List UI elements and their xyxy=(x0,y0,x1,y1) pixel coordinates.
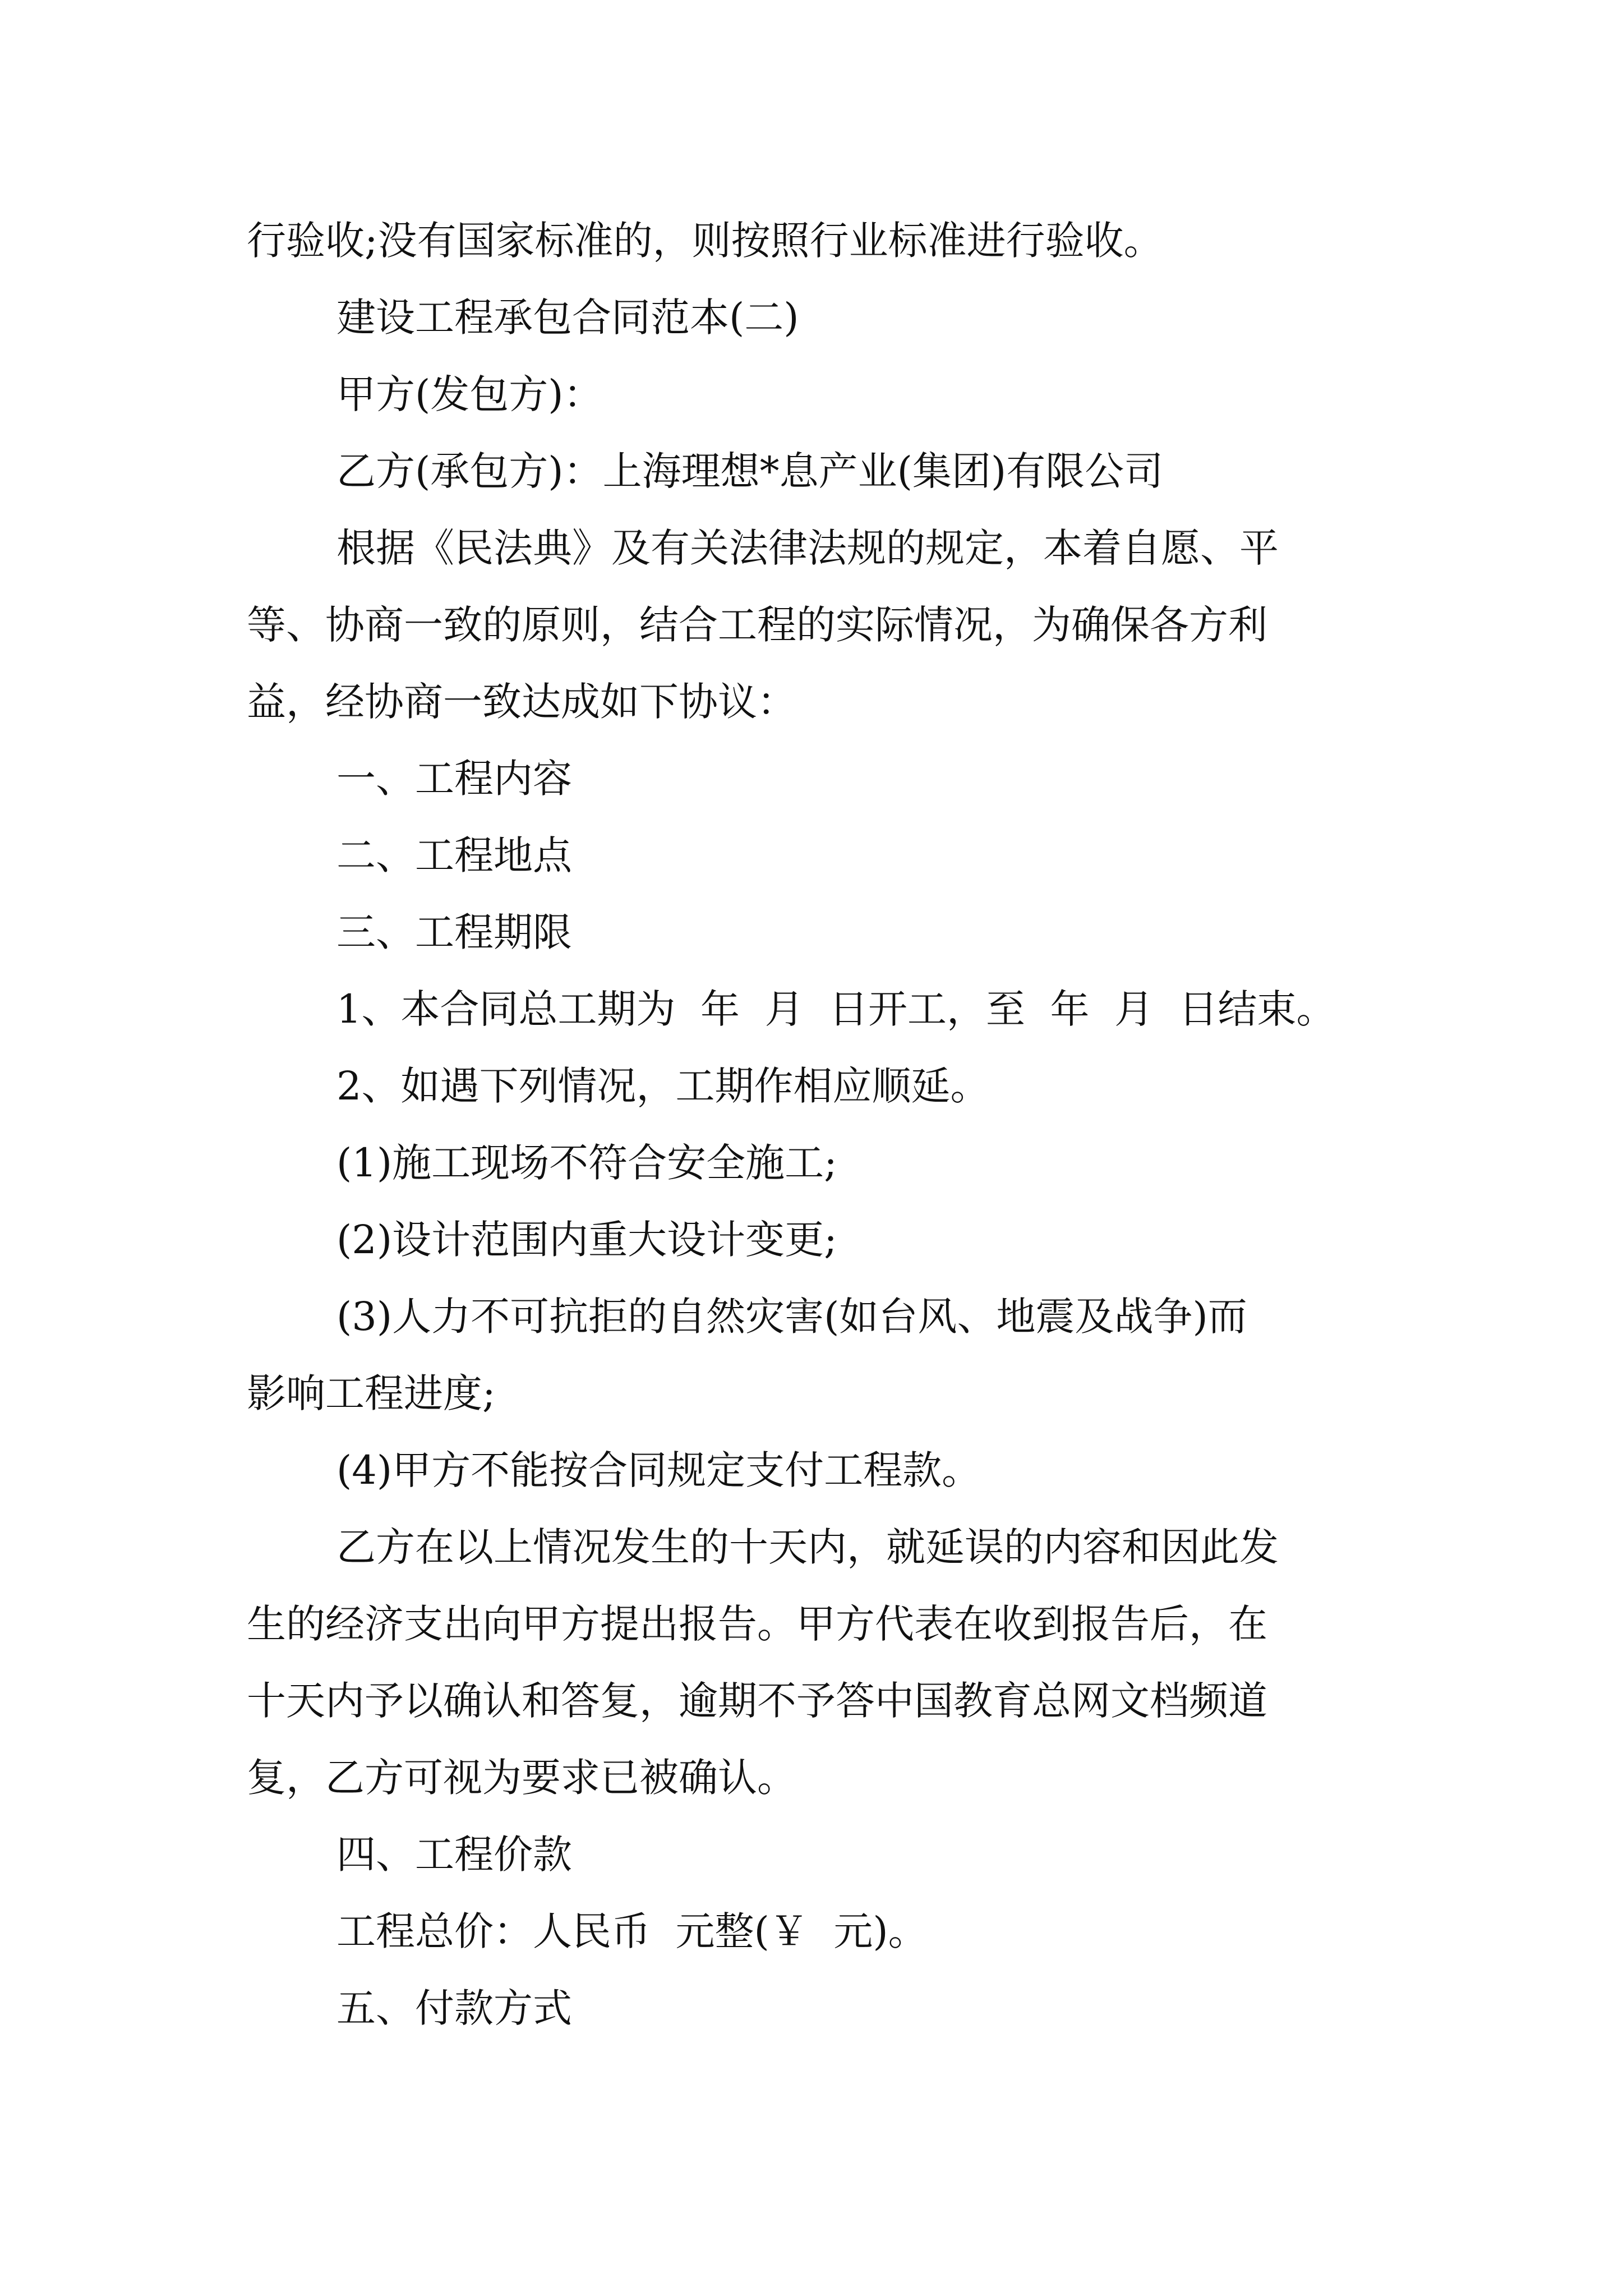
text-line: 复，乙方可视为要求已被确认。 xyxy=(247,1755,796,1801)
list-item: (3)人力不可抗拒的自然灾害(如台风、地震及战争)而 xyxy=(336,1294,1247,1340)
text-line: 1、本合同总工期为 年 月 日开工，至 年 月 日结束。 xyxy=(336,986,1336,1032)
heading-project-period: 三、工程期限 xyxy=(336,909,572,955)
section-title: 建设工程承包合同范本(二) xyxy=(336,295,799,341)
heading-project-location: 二、工程地点 xyxy=(336,832,572,878)
heading-payment-method: 五、付款方式 xyxy=(336,1985,572,2031)
text-line: 行验收;没有国家标准的，则按照行业标准进行验收。 xyxy=(247,218,1163,264)
text-line: 工程总价：人民币 元整(￥ 元)。 xyxy=(336,1908,928,1954)
text-line: 影响工程进度; xyxy=(247,1370,496,1416)
text-line: 十天内予以确认和答复，逾期不予答中国教育总网文档频道 xyxy=(247,1678,1267,1724)
party-a-line: 甲方(发包方)： xyxy=(336,371,603,417)
list-item: (2)设计范围内重大设计变更; xyxy=(336,1217,837,1263)
text-line: 等、协商一致的原则，结合工程的实际情况，为确保各方利 xyxy=(247,602,1267,648)
party-b-line: 乙方(承包方)：上海理想*息产业(集团)有限公司 xyxy=(336,448,1164,494)
list-item: (1)施工现场不符合安全施工; xyxy=(336,1140,837,1186)
list-item: (4)甲方不能按合同规定支付工程款。 xyxy=(336,1447,981,1493)
text-line: 生的经济支出向甲方提出报告。甲方代表在收到报告后，在 xyxy=(247,1601,1267,1647)
heading-project-content: 一、工程内容 xyxy=(336,756,572,802)
text-line: 根据《民法典》及有关法律法规的规定，本着自愿、平 xyxy=(336,525,1279,571)
text-line: 乙方在以上情况发生的十天内，就延误的内容和因此发 xyxy=(336,1524,1279,1570)
text-line: 益，经协商一致达成如下协议： xyxy=(247,679,796,725)
text-line: 2、如遇下列情况，工期作相应顺延。 xyxy=(336,1063,990,1109)
heading-project-price: 四、工程价款 xyxy=(336,1832,572,1878)
